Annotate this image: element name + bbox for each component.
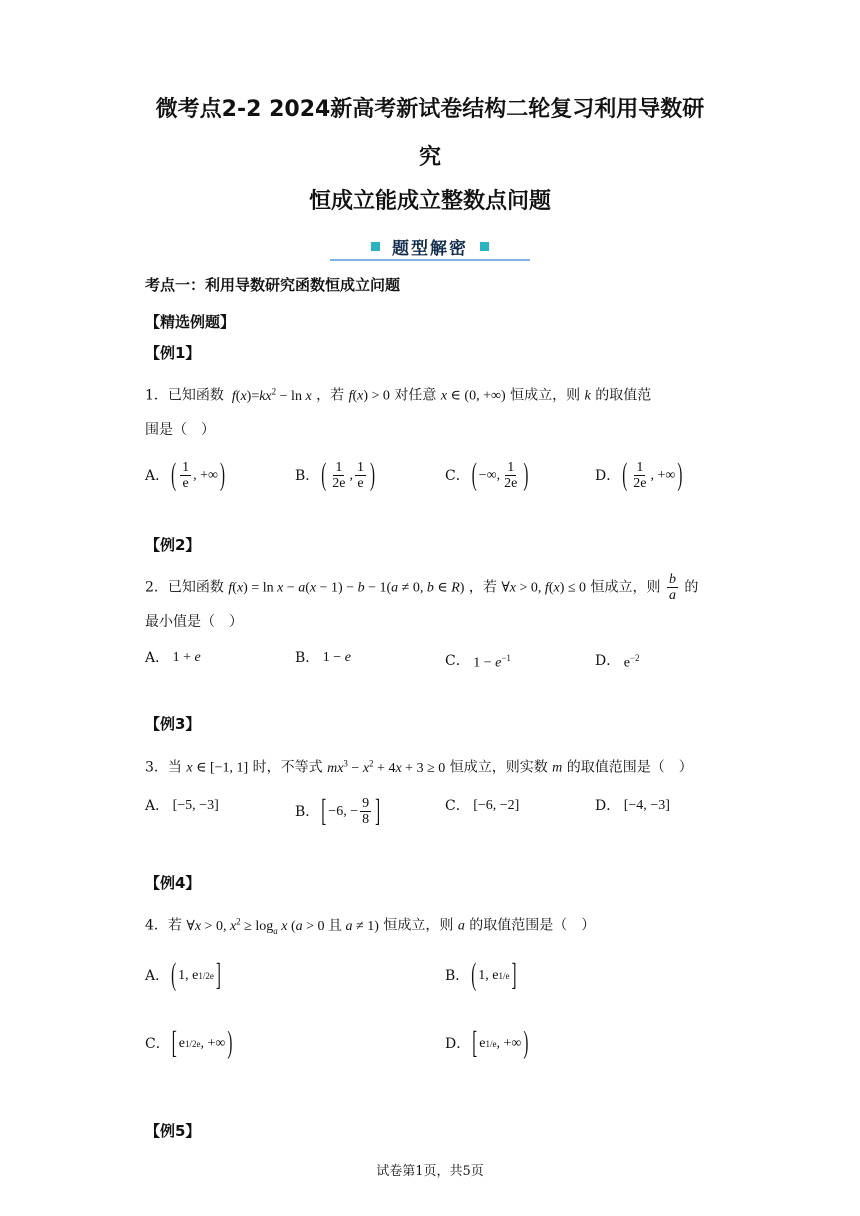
option-a[interactable]: A． ( 1, e 1/2e ] <box>145 959 221 993</box>
question-text: 4．若 ∀x > 0, $x^2 \ge \log_a x$ (a > 0 且 a ≠ 1) 恒成立，则 a 的取值范围是（ ） <box>145 916 596 936</box>
option-a[interactable]: A． ( $\frac{1}{e}$ , +∞ ) <box>145 458 226 493</box>
doc-title-line3: 恒成立能成立整数点问题 <box>308 189 551 214</box>
section-banner <box>330 233 530 261</box>
question-text: 最小值是（ ） <box>145 614 243 630</box>
option-d[interactable]: D． [ e 1/e , +∞ ) <box>445 1027 529 1061</box>
question-text: 围是（ ） <box>145 422 215 438</box>
option-d[interactable]: D． $e^{-2}$ <box>595 652 640 671</box>
option-a[interactable]: A． [−5, −3] <box>145 798 219 814</box>
option-b[interactable]: B． ( $\frac{1}{2e}$ , $\frac{1}{e}$ ) <box>295 458 376 493</box>
banner-square-icon <box>480 242 489 251</box>
example-label: 【例5】 <box>145 1122 201 1140</box>
option-b[interactable]: B． [ −6, − $\frac{9}{8}$ ] <box>295 794 381 829</box>
section-heading: 考点一：利用导数研究函数恒成立问题 <box>145 276 401 294</box>
doc-title-line1: 微考点2-2 2024新高考新试卷结构二轮复习利用导数研 <box>155 97 705 122</box>
option-d[interactable]: D． [−4, −3] <box>595 798 670 814</box>
question-text: 2．已知函数 f(x) = ln x − a(x − 1) − b − 1(a ≠ 0, b ∈ R) ，若 ∀x > 0, f(x) ≤ 0 恒成立，则 $\frac{b}{a}$ 的 <box>145 572 699 603</box>
option-c[interactable]: C． ( −∞, $\frac{1}{2e}$ ) <box>445 458 529 493</box>
example-label: 【例2】 <box>145 536 201 554</box>
doc-title-line2: 究 <box>418 145 441 170</box>
question-text: 1．已知函数 $f(x)=kx^2 - \ln x$ ，若 f(x) > 0 对任意 x ∈ (0, +∞) 恒成立，则 k 的取值范 <box>145 386 652 404</box>
question-text: 3．当 x ∈ [−1, 1] 时，不等式 $mx^3 - x^2 + 4x + 3 \ge 0$ 恒成立，则实数 m 的取值范围是（ ） <box>145 758 693 776</box>
option-c[interactable]: C． [−6, −2] <box>445 798 520 814</box>
option-a[interactable]: A． 1 + e <box>145 650 201 666</box>
option-c[interactable]: C． [ e 1/2e , +∞ ) <box>145 1027 233 1061</box>
option-b[interactable]: B． 1 − e <box>295 650 351 666</box>
option-d[interactable]: D． ( $\frac{1}{2e}$ , +∞ ) <box>595 458 683 493</box>
example-label: 【例1】 <box>145 344 201 362</box>
option-c[interactable]: C． $1 - e^{-1}$ <box>445 652 511 671</box>
subsection-heading: 【精选例题】 <box>145 313 236 331</box>
example-label: 【例4】 <box>145 874 201 892</box>
option-b[interactable]: B． ( 1, e 1/e ] <box>445 959 517 993</box>
example-label: 【例3】 <box>145 715 201 733</box>
page-footer: 试卷第1页，共5页 <box>376 1164 484 1179</box>
banner-square-icon <box>371 242 380 251</box>
banner-text: 题型解密 <box>392 238 468 259</box>
